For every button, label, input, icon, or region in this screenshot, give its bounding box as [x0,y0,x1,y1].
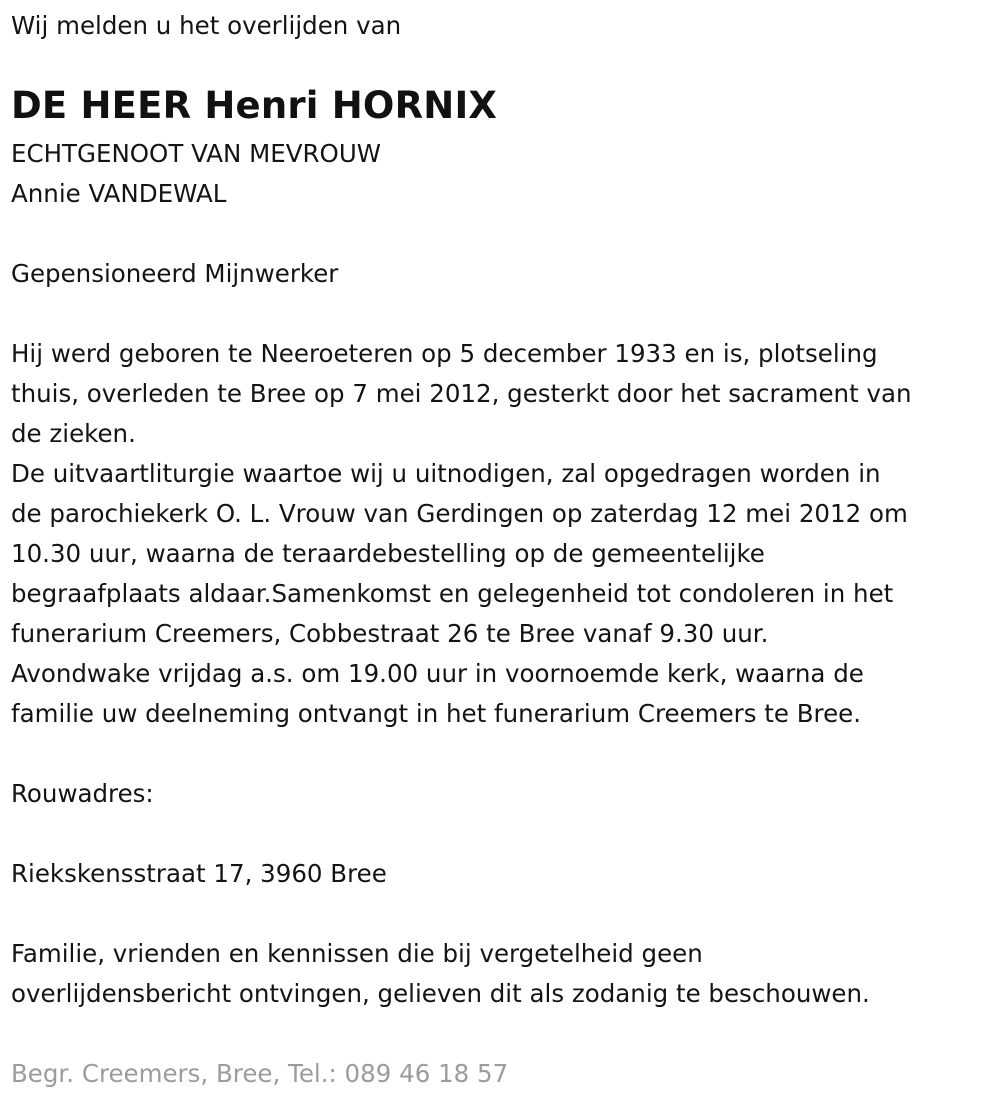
funeral-director-footer: Begr. Creemers, Bree, Tel.: 089 46 18 57 [11,1059,509,1088]
closing-line: Familie, vrienden en kennissen die bij vergetelheid geen [11,939,703,968]
body-line: familie uw deelneming ontvangt in het funerarium Creemers te Bree. [11,699,862,728]
body-line: begraafplaats aldaar.Samenkomst en gelegenheid tot condoleren in het [11,579,894,608]
mourning-address-label-block [11,774,154,814]
mourning-address-block [11,854,387,894]
body-line: de parochiekerk O. L. Vrouw van Gerdingen op zaterdag 12 mei 2012 om [11,499,908,528]
mourning-address-label: Rouwadres: [11,779,154,808]
notice-body [11,334,912,734]
mourning-address: Riekskensstraat 17, 3960 Bree [11,859,387,888]
closing-note [11,934,870,1014]
profession-block [11,254,338,294]
closing-line: overlijdensbericht ontvingen, gelieven dit als zodanig te beschouwen. [11,979,870,1008]
deceased-name: DE HEER Henri HORNIX [11,84,498,127]
spouse-line: ECHTGENOOT VAN MEVROUW [11,139,382,168]
body-line: funerarium Creemers, Cobbestraat 26 te Bree vanaf 9.30 uur. [11,619,769,648]
body-line: 10.30 uur, waarna de teraardebestelling op de gemeentelijke [11,539,765,568]
spouse-name: Annie VANDEWAL [11,179,227,208]
body-line: De uitvaartliturgie waartoe wij u uitnodigen, zal opgedragen worden in [11,459,881,488]
intro-text: Wij melden u het overlijden van [11,11,402,40]
body-line: Hij werd geboren te Neeroeteren op 5 december 1933 en is, plotseling [11,339,878,368]
profession-text: Gepensioneerd Mijnwerker [11,259,339,288]
body-line: de zieken. [11,419,136,448]
body-line: Avondwake vrijdag a.s. om 19.00 uur in voornoemde kerk, waarna de [11,659,864,688]
spouse-block [11,134,381,214]
body-line: thuis, overleden te Bree op 7 mei 2012, gesterkt door het sacrament van [11,379,912,408]
